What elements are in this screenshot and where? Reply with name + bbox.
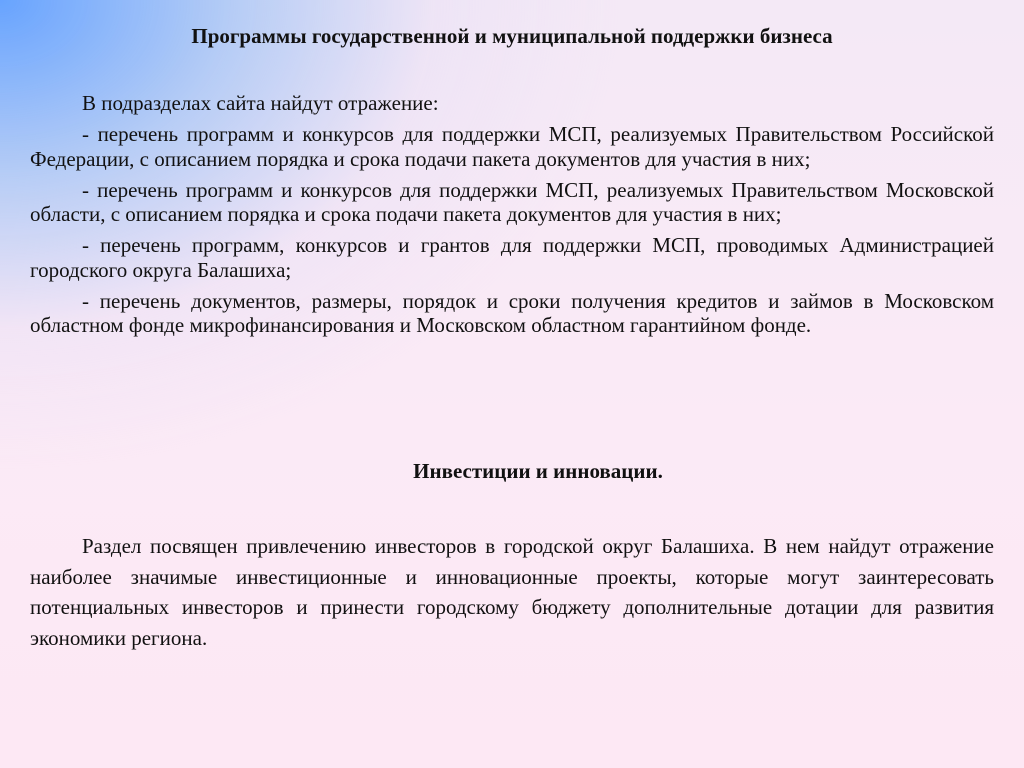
page-title: Программы государственной и муниципальной поддержки бизнеса (191, 24, 833, 48)
list-item: - перечень программ и конкурсов для поддержки МСП, реализуемых Правительством Московской области, с описанием порядка и срока подачи пакета документов для участия в них; (30, 177, 994, 226)
section-heading: Инвестиции и инновации. (413, 459, 663, 483)
list-item: - перечень документов, размеры, порядок и сроки получения кредитов и займов в Московском областном фонде микрофинансирования и Московском областном гарантийном фонде. (30, 288, 994, 337)
list-item: - перечень программ и конкурсов для поддержки МСП, реализуемых Правительством Российской Федерации, с описанием порядка и срока подачи пакета документов для участия в них; (30, 122, 994, 171)
support-programs-section (30, 91, 994, 344)
investments-paragraph: Раздел посвящен привлечению инвесторов в городской округ Балашиха. В нем найдут отражение наиболее значимые инвестиционные и инновационные проекты, которые могут заинтересовать потенциальных инвесторов и принести городскому бюджету дополнительные дотации для развития экономики региона. (30, 534, 994, 650)
list-item: - перечень программ, конкурсов и грантов для поддержки МСП, проводимых Администрацией городского округа Балашиха; (30, 233, 994, 282)
intro-paragraph: В подразделах сайта найдут отражение: (82, 91, 439, 115)
investments-section (30, 531, 994, 653)
